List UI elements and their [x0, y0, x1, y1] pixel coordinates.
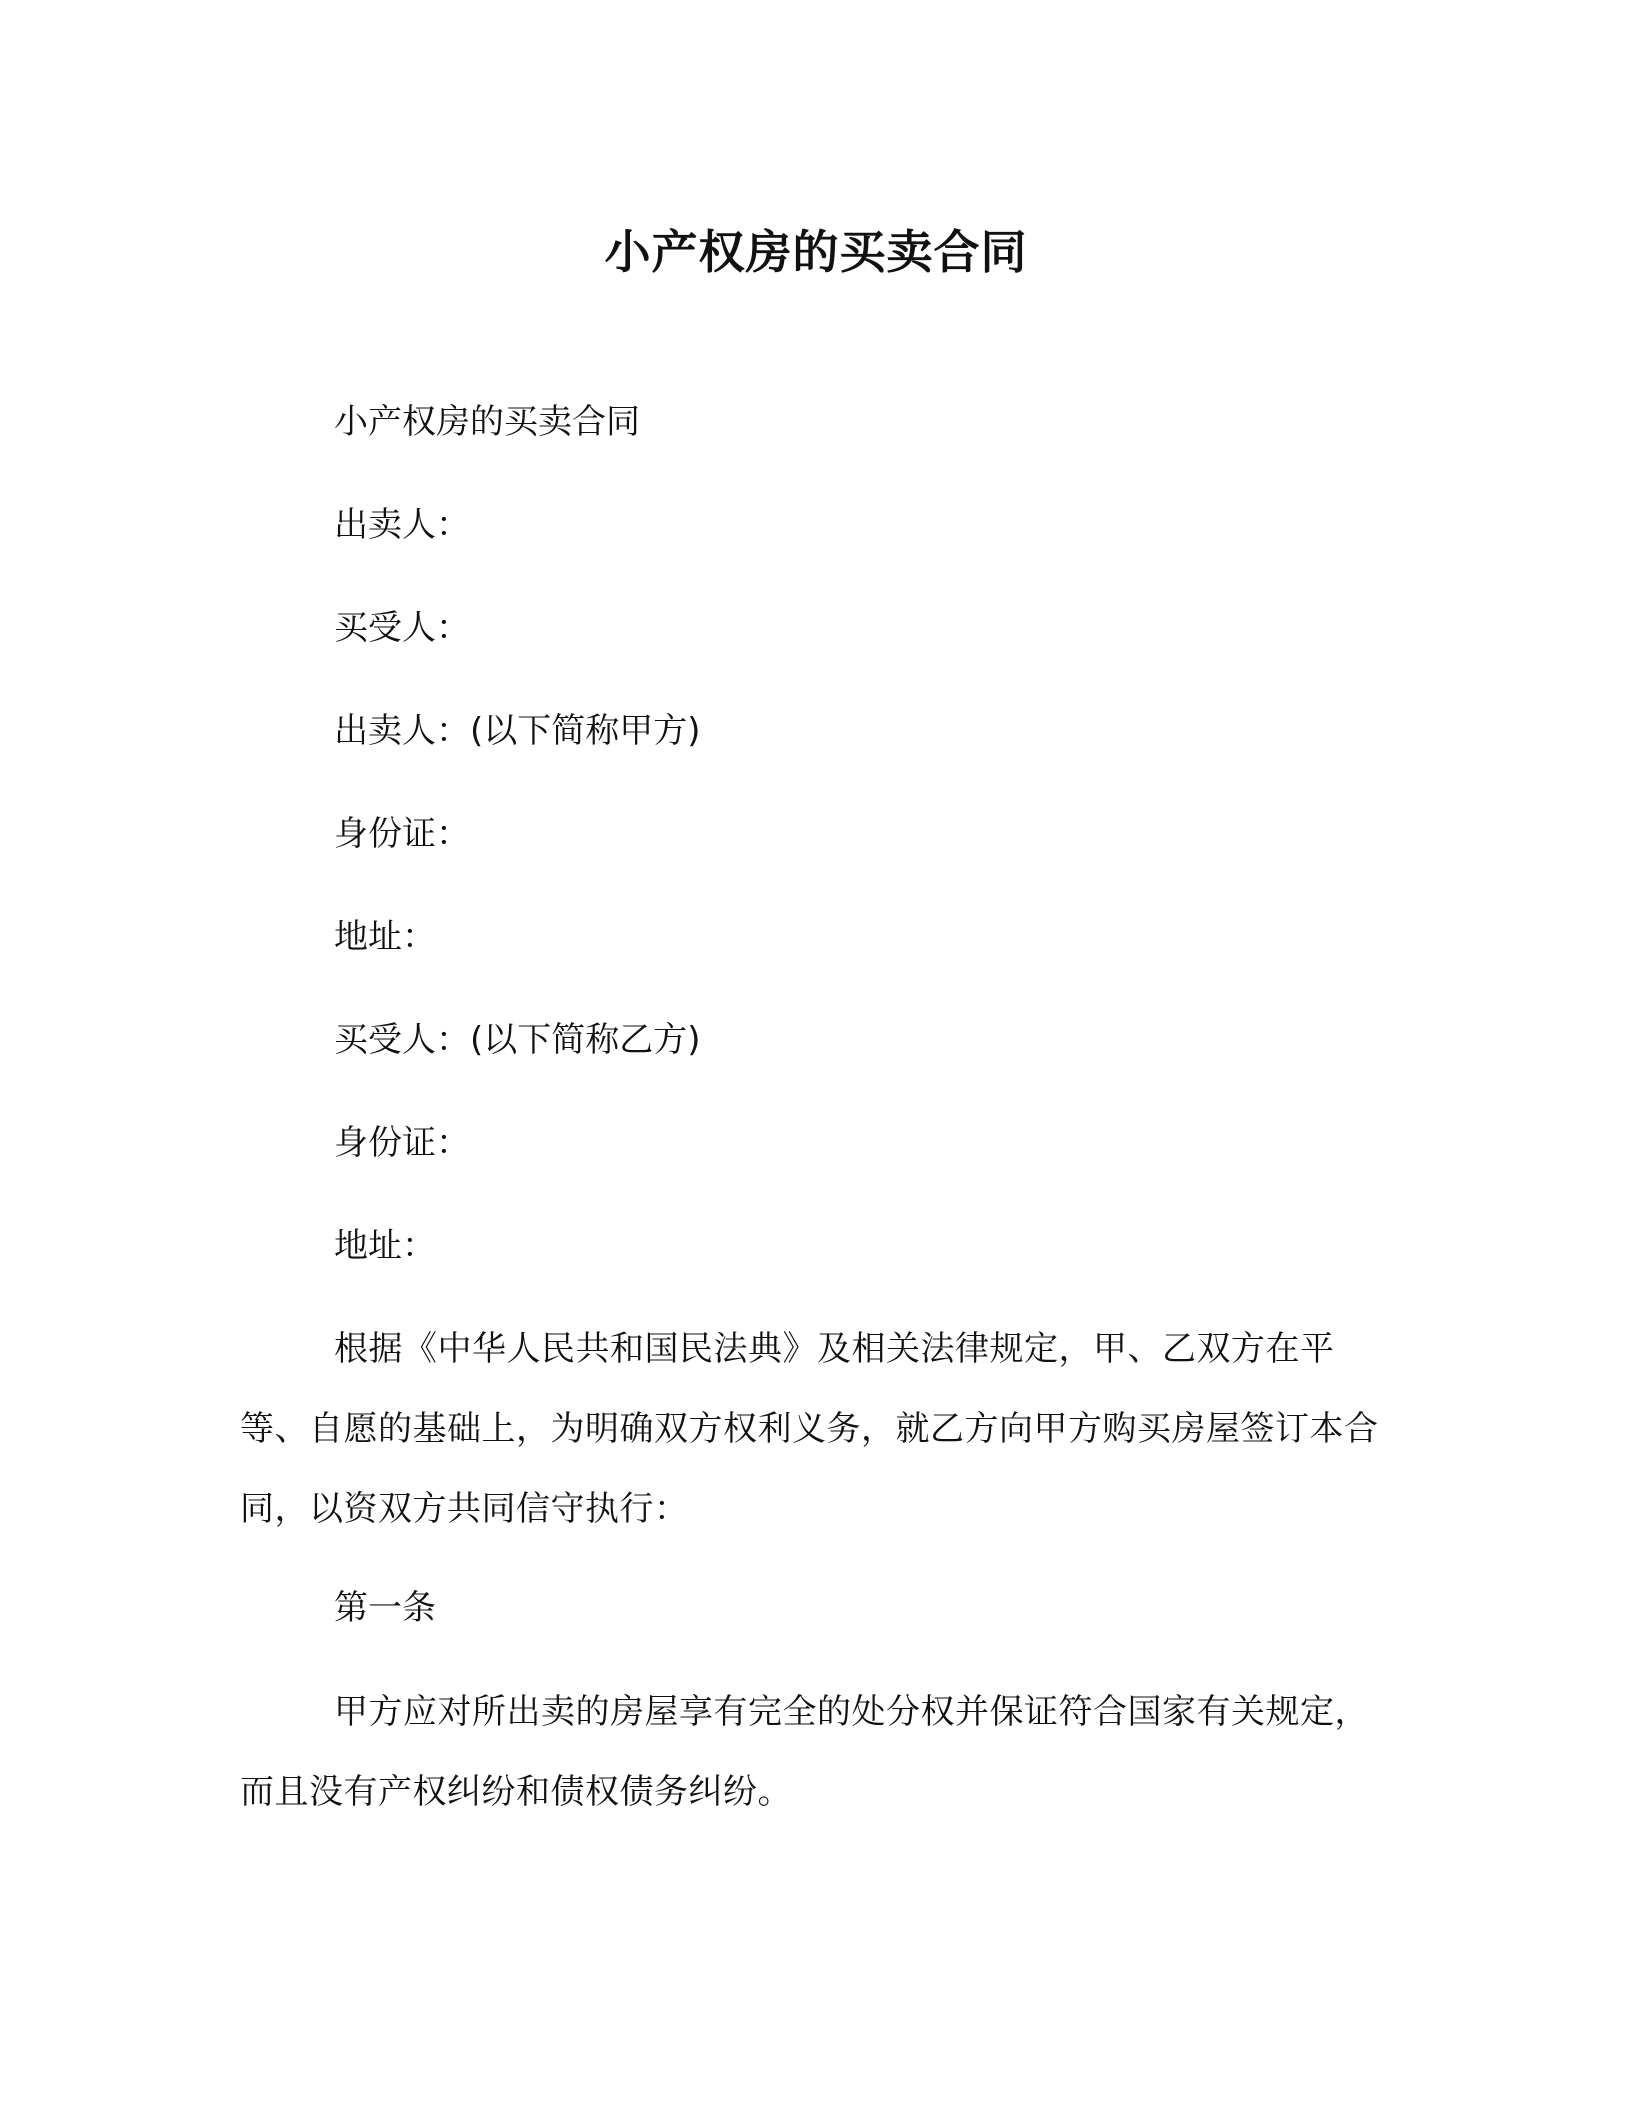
document-subtitle: 小产权房的买卖合同	[334, 402, 640, 442]
party-b-address-label: 地址：	[334, 1226, 436, 1266]
party-b-label: 买受人：(以下简称乙方)	[334, 1020, 701, 1060]
article-1-heading: 第一条	[334, 1588, 436, 1628]
buyer-line: 买受人：	[334, 608, 470, 648]
party-a-address-label: 地址：	[334, 917, 436, 957]
document-title: 小产权房的买卖合同	[604, 225, 1028, 279]
party-a-id-label: 身份证：	[334, 814, 470, 854]
party-b-id-label: 身份证：	[334, 1123, 470, 1163]
preamble-paragraph: 根据《中华人民共和国民法典》及相关法律规定，甲、乙双方在平等、自愿的基础上，为明确双方权利义务，就乙方向甲方购买房屋签订本合同，以资双方共同信守执行：	[240, 1329, 1379, 1529]
seller-line: 出卖人：	[334, 505, 470, 545]
article-1-body: 甲方应对所出卖的房屋享有完全的处分权并保证符合国家有关规定，而且没有产权纠纷和债权债务纠纷。	[240, 1692, 1369, 1812]
party-a-label: 出卖人：(以下简称甲方)	[334, 711, 701, 751]
